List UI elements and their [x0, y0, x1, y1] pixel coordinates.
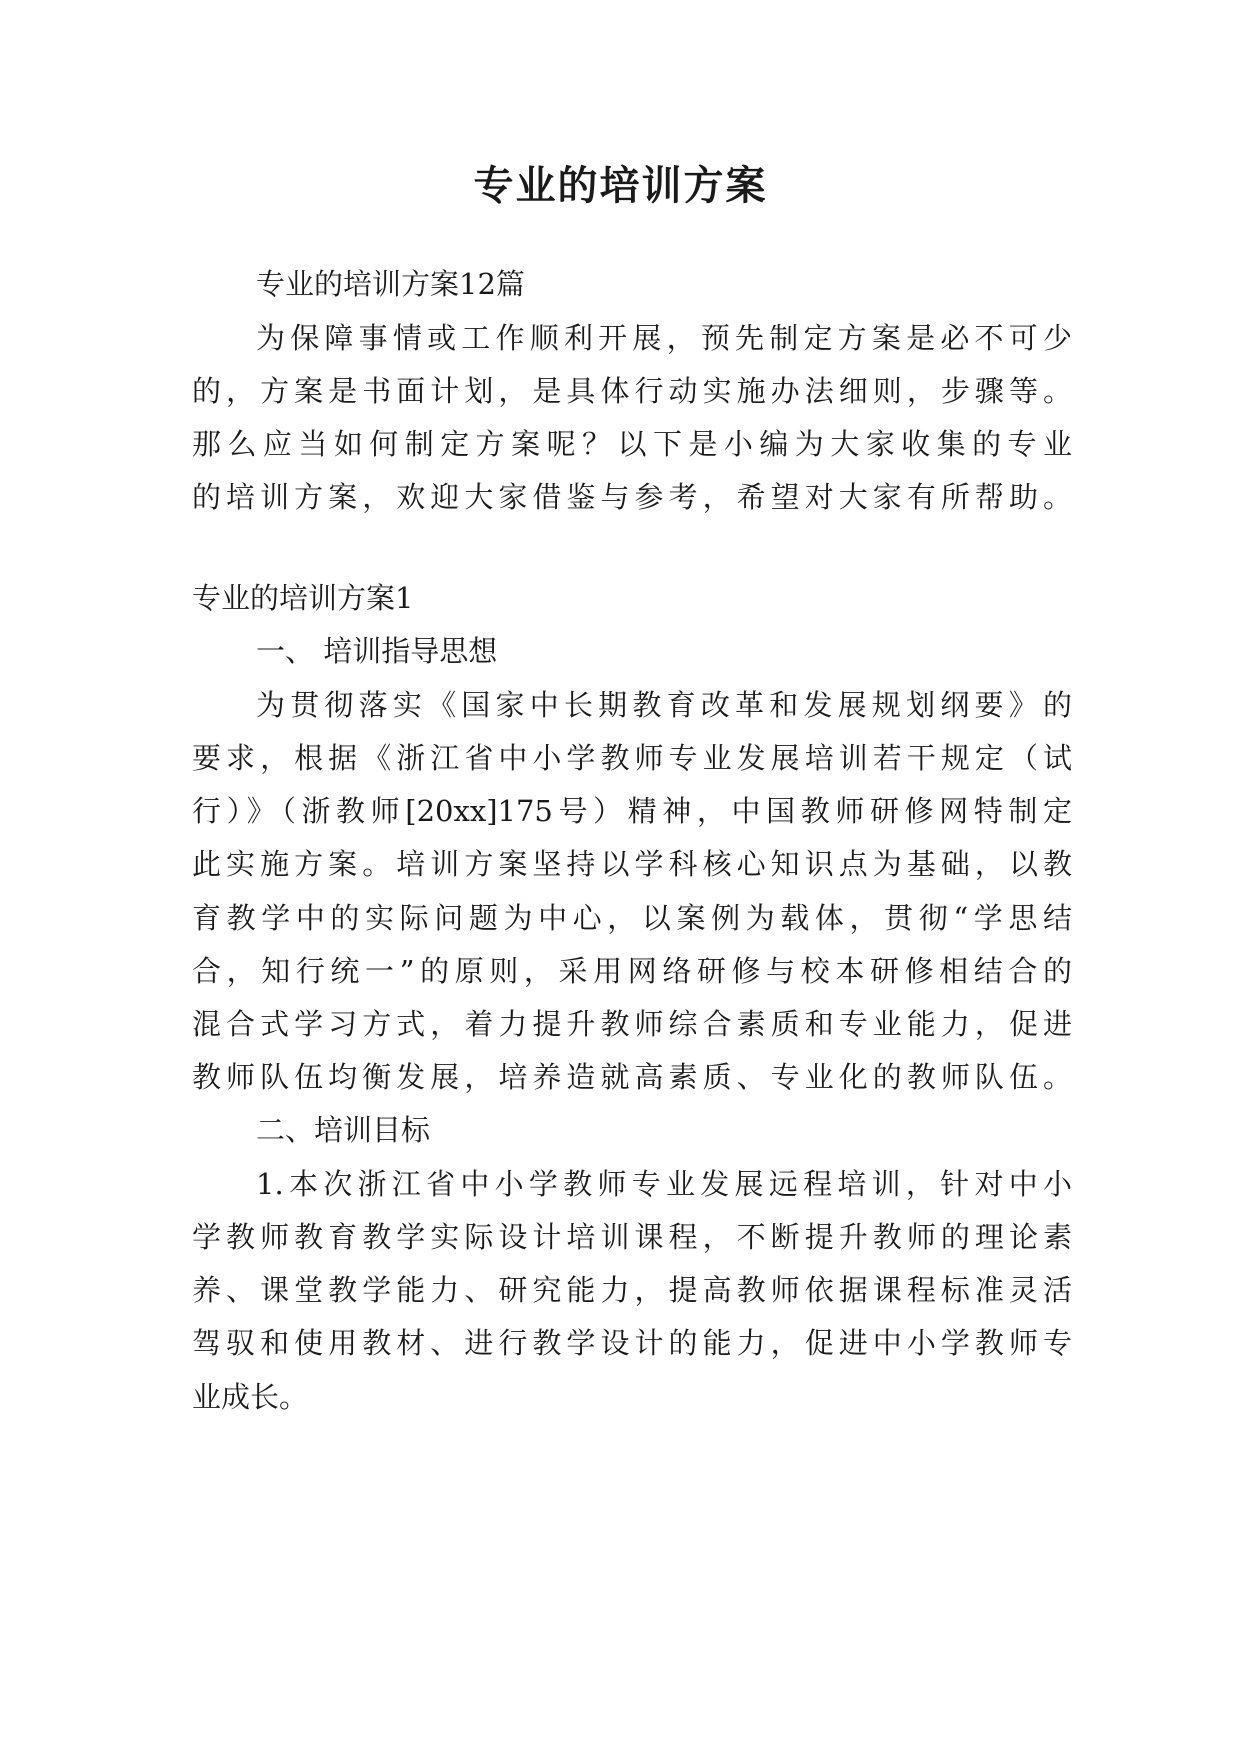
paragraph-line: 合，知行统一”的原则，采用网络研修与校本研修相结合的: [192, 954, 1072, 988]
document-subtitle: 专业的培训方案12篇: [256, 267, 525, 301]
paragraph-line: 行）》（浙教师[20xx]175号）精神，中国教师研修网特制定: [192, 794, 1072, 828]
paragraph-line: 要求，根据《浙江省中小学教师专业发展培训若干规定（试: [192, 741, 1072, 775]
intro-line: 的培训方案，欢迎大家借鉴与参考，希望对大家有所帮助。: [192, 480, 1072, 514]
paragraph-line: 此实施方案。培训方案坚持以学科核心知识点为基础，以教: [192, 847, 1072, 881]
intro-line: 那么应当如何制定方案呢？以下是小编为大家收集的专业: [192, 427, 1072, 461]
paragraph-line: 为贯彻落实《国家中长期教育改革和发展规划纲要》的: [256, 688, 1072, 722]
document-title: 专业的培训方案: [473, 162, 768, 209]
paragraph-line: 1.本次浙江省中小学教师专业发展远程培训，针对中小: [256, 1167, 1072, 1201]
section-title: 专业的培训方案1: [192, 581, 414, 615]
intro-line: 为保障事情或工作顺利开展，预先制定方案是必不可少: [256, 321, 1072, 355]
section-heading-2: 二、培训目标: [256, 1113, 431, 1147]
paragraph-line: 育教学中的实际问题为中心，以案例为载体，贯彻“学思结: [192, 901, 1072, 935]
intro-line: 的，方案是书面计划，是具体行动实施办法细则，步骤等。: [192, 374, 1072, 408]
paragraph-line: 驾驭和使用教材、进行教学设计的能力，促进中小学教师专: [192, 1326, 1072, 1360]
paragraph-line: 学教师教育教学实际设计培训课程，不断提升教师的理论素: [192, 1220, 1072, 1254]
paragraph-line: 混合式学习方式，着力提升教师综合素质和专业能力，促进: [192, 1007, 1072, 1041]
section-heading-1: 一、 培训指导思想: [256, 634, 498, 668]
paragraph-line: 养、课堂教学能力、研究能力，提高教师依据课程标准灵活: [192, 1273, 1072, 1307]
paragraph-line: 业成长。: [192, 1380, 309, 1414]
paragraph-line: 教师队伍均衡发展，培养造就高素质、专业化的教师队伍。: [192, 1060, 1072, 1094]
